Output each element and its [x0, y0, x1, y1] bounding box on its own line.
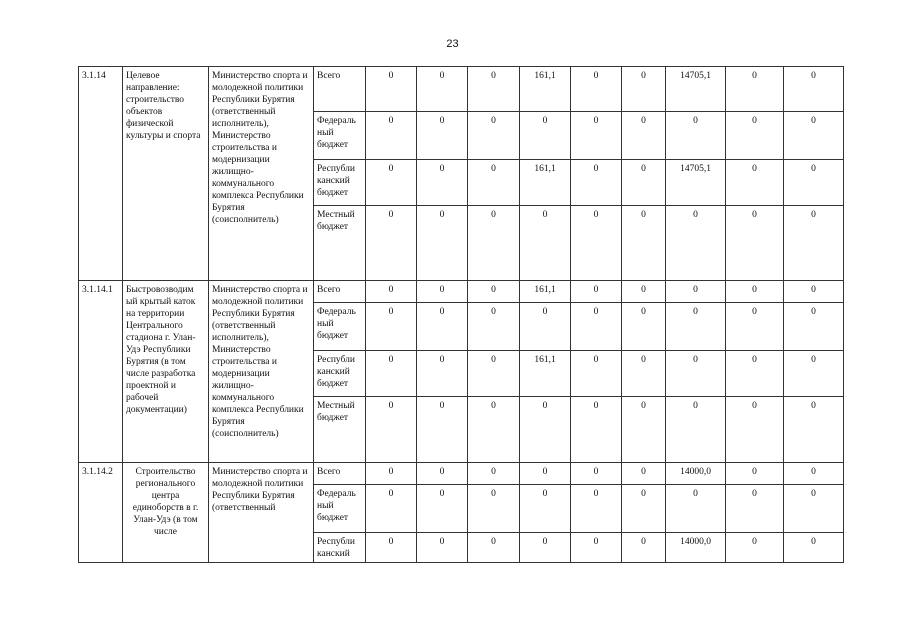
value-cell: 0	[366, 463, 417, 485]
value-cell: 0	[468, 463, 520, 485]
value-cell: 0	[571, 67, 622, 112]
value-cell: 0	[468, 303, 520, 351]
value-cell: 0	[571, 160, 622, 206]
value-cell: 0	[726, 206, 784, 281]
value-cell: 0	[366, 67, 417, 112]
funding-source: Всего	[314, 463, 366, 485]
value-cell: 0	[520, 463, 571, 485]
value-cell: 0	[726, 160, 784, 206]
item-name: Целевое направление: строительство объектов физической культуры и спорта	[123, 67, 209, 281]
value-cell: 14000,0	[666, 533, 726, 563]
value-cell: 161,1	[520, 67, 571, 112]
value-cell: 0	[417, 112, 468, 160]
value-cell: 0	[417, 463, 468, 485]
value-cell: 0	[571, 533, 622, 563]
value-cell: 0	[622, 303, 666, 351]
value-cell: 0	[784, 485, 844, 533]
value-cell: 161,1	[520, 160, 571, 206]
value-cell: 0	[417, 206, 468, 281]
item-name: Быстровозводим ый крытый каток на территории Центрального стадиона г. Улан-Удэ Республики Бурятия (в том числе разработка проектной и рабочей документации)	[123, 281, 209, 463]
value-cell: 0	[726, 463, 784, 485]
value-cell: 0	[622, 67, 666, 112]
value-cell: 0	[726, 281, 784, 303]
value-cell: 0	[666, 281, 726, 303]
page-number: 23	[446, 38, 459, 50]
value-cell: 0	[417, 351, 468, 397]
value-cell: 0	[726, 303, 784, 351]
value-cell: 0	[417, 281, 468, 303]
value-cell: 0	[622, 160, 666, 206]
item-executor: Министерство спорта и молодежной политики Республики Бурятия (ответственный исполнитель), Министерство строительства и модернизации жилищно-коммунального комплекса Республики Бурятия (соисполнитель)	[209, 67, 314, 281]
value-cell: 0	[784, 281, 844, 303]
value-cell: 0	[520, 206, 571, 281]
value-cell: 161,1	[520, 281, 571, 303]
value-cell: 0	[622, 533, 666, 563]
value-cell: 0	[726, 397, 784, 463]
funding-source: Федераль ный бюджет	[314, 485, 366, 533]
value-cell: 0	[571, 463, 622, 485]
value-cell: 0	[468, 160, 520, 206]
value-cell: 0	[726, 485, 784, 533]
value-cell: 0	[666, 397, 726, 463]
value-cell: 0	[784, 463, 844, 485]
value-cell: 0	[366, 206, 417, 281]
item-code: 3.1.14	[79, 67, 123, 281]
value-cell: 0	[666, 485, 726, 533]
value-cell: 14705,1	[666, 67, 726, 112]
value-cell: 0	[571, 351, 622, 397]
budget-table	[78, 66, 844, 563]
value-cell: 0	[520, 303, 571, 351]
value-cell: 0	[366, 351, 417, 397]
value-cell: 0	[571, 112, 622, 160]
value-cell: 0	[726, 533, 784, 563]
item-executor: Министерство спорта и молодежной политики Республики Бурятия (ответственный исполнитель), Министерство строительства и модернизации жилищно-коммунального комплекса Республики Бурятия (соисполнитель)	[209, 281, 314, 463]
value-cell: 0	[784, 112, 844, 160]
table-row	[79, 281, 844, 303]
value-cell: 0	[622, 281, 666, 303]
value-cell: 0	[784, 160, 844, 206]
funding-source: Федераль ный бюджет	[314, 303, 366, 351]
value-cell: 0	[417, 67, 468, 112]
funding-source: Местный бюджет	[314, 206, 366, 281]
funding-source: Всего	[314, 67, 366, 112]
value-cell: 0	[366, 281, 417, 303]
value-cell: 0	[622, 485, 666, 533]
value-cell: 0	[571, 303, 622, 351]
value-cell: 0	[366, 160, 417, 206]
value-cell: 0	[417, 485, 468, 533]
value-cell: 0	[784, 533, 844, 563]
value-cell: 0	[571, 485, 622, 533]
value-cell: 0	[520, 485, 571, 533]
value-cell: 0	[366, 397, 417, 463]
value-cell: 0	[784, 303, 844, 351]
value-cell: 0	[666, 351, 726, 397]
value-cell: 0	[417, 533, 468, 563]
funding-source: Федераль ный бюджет	[314, 112, 366, 160]
value-cell: 0	[666, 206, 726, 281]
value-cell: 0	[520, 533, 571, 563]
table-body	[79, 67, 844, 563]
value-cell: 0	[571, 281, 622, 303]
value-cell: 0	[520, 397, 571, 463]
value-cell: 14705,1	[666, 160, 726, 206]
value-cell: 0	[468, 533, 520, 563]
value-cell: 0	[622, 397, 666, 463]
value-cell: 14000,0	[666, 463, 726, 485]
value-cell: 0	[666, 303, 726, 351]
value-cell: 0	[468, 281, 520, 303]
funding-source: Республи канский	[314, 533, 366, 563]
value-cell: 0	[622, 351, 666, 397]
value-cell: 0	[468, 206, 520, 281]
value-cell: 0	[468, 485, 520, 533]
value-cell: 0	[366, 485, 417, 533]
value-cell: 0	[417, 397, 468, 463]
value-cell: 0	[622, 463, 666, 485]
item-code: 3.1.14.2	[79, 463, 123, 563]
value-cell: 0	[417, 303, 468, 351]
value-cell: 0	[468, 397, 520, 463]
value-cell: 0	[366, 303, 417, 351]
table-row	[79, 67, 844, 112]
value-cell: 0	[417, 160, 468, 206]
funding-source: Республи канский бюджет	[314, 160, 366, 206]
value-cell: 0	[622, 112, 666, 160]
funding-source: Местный бюджет	[314, 397, 366, 463]
funding-source: Республи канский бюджет	[314, 351, 366, 397]
value-cell: 0	[784, 351, 844, 397]
value-cell: 161,1	[520, 351, 571, 397]
value-cell: 0	[366, 112, 417, 160]
value-cell: 0	[666, 112, 726, 160]
value-cell: 0	[571, 397, 622, 463]
value-cell: 0	[784, 397, 844, 463]
value-cell: 0	[784, 67, 844, 112]
value-cell: 0	[726, 351, 784, 397]
value-cell: 0	[726, 112, 784, 160]
value-cell: 0	[366, 533, 417, 563]
value-cell: 0	[726, 67, 784, 112]
value-cell: 0	[468, 351, 520, 397]
table-row	[79, 463, 844, 485]
value-cell: 0	[520, 112, 571, 160]
item-executor: Министерство спорта и молодежной политики Республики Бурятия (ответственный	[209, 463, 314, 563]
value-cell: 0	[571, 206, 622, 281]
value-cell: 0	[468, 67, 520, 112]
item-code: 3.1.14.1	[79, 281, 123, 463]
funding-source: Всего	[314, 281, 366, 303]
value-cell: 0	[468, 112, 520, 160]
value-cell: 0	[784, 206, 844, 281]
value-cell: 0	[622, 206, 666, 281]
item-name: Строительство регионального центра единоборств в г. Улан-Удэ (в том числе	[123, 463, 209, 563]
